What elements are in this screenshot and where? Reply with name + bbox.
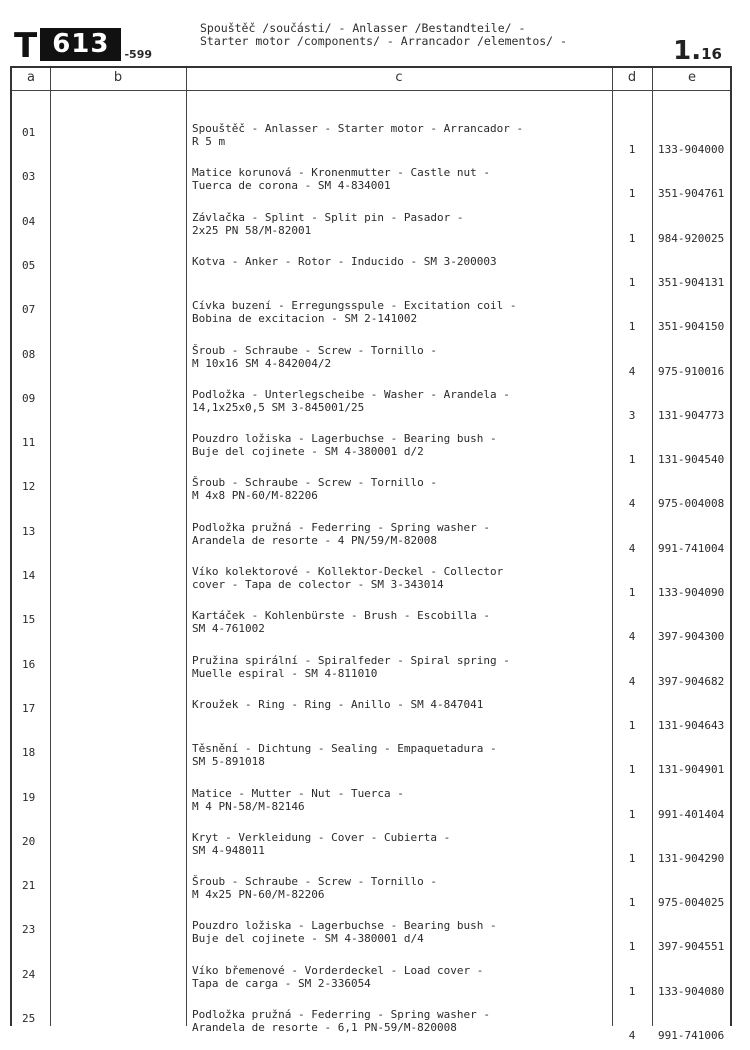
item-part-number: 975-004025 bbox=[658, 896, 725, 910]
tatra-logo bbox=[14, 26, 153, 66]
item-description: Kartáček - Kohlenbürste - Brush - Escobilla - SM 4-761002 bbox=[192, 609, 491, 636]
item-quantity: 1 bbox=[628, 940, 636, 954]
item-description: Kroužek - Ring - Ring - Anillo - SM 4-847041 bbox=[192, 697, 484, 711]
item-part-number: 131-904643 bbox=[658, 718, 725, 732]
item-quantity: 4 bbox=[628, 497, 636, 511]
item-description: Podložka - Unterlegscheibe - Washer - Arandela - 14,1x25x0,5 SM 3-845001/25 bbox=[192, 387, 510, 414]
item-quantity: 1 bbox=[628, 275, 636, 289]
item-part-number: 397-904300 bbox=[658, 630, 725, 644]
column-header-row bbox=[12, 68, 730, 91]
item-number: 20 bbox=[22, 834, 36, 848]
item-description: Kotva - Anker - Rotor - Inducido - SM 3-200003 bbox=[192, 254, 497, 268]
item-description: Matice korunová - Kronenmutter - Castle nut - Tuerca de corona - SM 4-834001 bbox=[192, 166, 491, 193]
parts-table bbox=[10, 66, 732, 1042]
table-row bbox=[12, 478, 730, 518]
item-description: Spouštěč - Anlasser - Starter motor - Arrancador - R 5 m bbox=[192, 122, 524, 148]
item-number: 05 bbox=[22, 258, 36, 272]
item-part-number: 133-904000 bbox=[658, 143, 725, 156]
item-part-number: 975-004008 bbox=[658, 497, 725, 511]
item-part-number: 131-904540 bbox=[658, 453, 725, 467]
item-quantity: 4 bbox=[628, 541, 636, 555]
item-part-number: 133-904090 bbox=[658, 586, 725, 599]
table-row bbox=[12, 921, 730, 961]
item-part-number: 397-904682 bbox=[658, 674, 725, 688]
item-part-number: 131-904773 bbox=[658, 408, 725, 422]
table-row bbox=[12, 434, 730, 474]
item-description: Cívka buzení - Erregungsspule - Excitation coil - Bobina de excitacion - SM 2-141002 bbox=[192, 299, 517, 326]
item-number: 08 bbox=[22, 347, 36, 361]
column-header-c: c bbox=[395, 70, 403, 85]
item-description: Matice - Mutter - Nut - Tuerca - M 4 PN-58/M-82146 bbox=[192, 786, 404, 813]
item-description: Víko kolektorové - Kollektor-Deckel - Collector cover - Tapa de colector - SM 3-343014 bbox=[192, 565, 504, 591]
item-number: 01 bbox=[22, 126, 36, 139]
item-part-number: 991-401404 bbox=[658, 807, 725, 821]
item-quantity: 1 bbox=[628, 984, 636, 998]
table-row bbox=[12, 653, 730, 696]
item-part-number: 131-904901 bbox=[658, 763, 725, 777]
table-row bbox=[12, 168, 730, 208]
item-part-number: 351-904131 bbox=[658, 275, 725, 289]
table-row bbox=[12, 387, 730, 430]
table-row bbox=[12, 744, 730, 784]
item-quantity: 1 bbox=[628, 320, 636, 334]
table-row bbox=[12, 1010, 730, 1050]
item-description: Šroub - Schraube - Screw - Tornillo - M 4x8 PN-60/M-82206 bbox=[192, 476, 438, 503]
table-row bbox=[12, 343, 730, 386]
table-row bbox=[12, 301, 730, 341]
item-number: 03 bbox=[22, 170, 36, 184]
table-row bbox=[12, 520, 730, 563]
page-number-sub: 16 bbox=[701, 45, 722, 63]
item-part-number: 351-904761 bbox=[658, 187, 725, 201]
item-quantity: 4 bbox=[628, 364, 636, 378]
item-number: 09 bbox=[22, 391, 36, 405]
item-number: 25 bbox=[22, 1012, 36, 1025]
item-quantity: 1 bbox=[628, 586, 636, 599]
item-description: Těsnění - Dichtung - Sealing - Empaquetadura - SM 5-891018 bbox=[192, 742, 497, 769]
page-number bbox=[673, 36, 722, 66]
column-header-e: e bbox=[688, 70, 696, 85]
table-row bbox=[12, 124, 730, 164]
item-part-number: 397-904551 bbox=[658, 940, 725, 954]
item-description: Závlačka - Splint - Split pin - Pasador - 2x25 PN 58/M-82001 bbox=[192, 210, 464, 237]
column-header-a: a bbox=[27, 70, 35, 85]
item-quantity: 1 bbox=[628, 231, 636, 245]
table-row bbox=[12, 611, 730, 651]
item-quantity: 4 bbox=[628, 630, 636, 644]
item-number: 24 bbox=[22, 967, 36, 981]
item-description: Víko břemenové - Vorderdeckel - Load cover - Tapa de carga - SM 2-336054 bbox=[192, 963, 484, 990]
item-quantity: 1 bbox=[628, 718, 636, 732]
table-row bbox=[12, 697, 730, 740]
item-number: 11 bbox=[22, 436, 36, 450]
item-description: Pouzdro ložiska - Lagerbuchse - Bearing bush - Buje del cojinete - SM 4-380001 d/4 bbox=[192, 919, 497, 946]
column-header-b: b bbox=[113, 70, 123, 85]
item-description: Pouzdro ložiska - Lagerbuchse - Bearing bush - Buje del cojinete - SM 4-380001 d/2 bbox=[192, 432, 497, 459]
item-number: 17 bbox=[22, 701, 36, 715]
item-description: Šroub - Schraube - Screw - Tornillo - M 10x16 SM 4-842004/2 bbox=[192, 343, 438, 370]
item-part-number: 984-920025 bbox=[658, 231, 725, 245]
logo-suffix: -599 bbox=[124, 48, 153, 61]
table-row bbox=[12, 877, 730, 917]
item-part-number: 975-910016 bbox=[658, 364, 725, 378]
logo-number: 613 bbox=[40, 28, 121, 61]
page-header bbox=[10, 8, 732, 66]
item-number: 23 bbox=[22, 923, 36, 937]
item-description: Kryt - Verkleidung - Cover - Cubierta - SM 4-948011 bbox=[192, 830, 451, 857]
column-header-d: d bbox=[627, 70, 637, 85]
item-number: 21 bbox=[22, 879, 36, 893]
table-row bbox=[12, 963, 730, 1006]
title-line-2: Starter motor /components/ - Arrancador /elementos/ - bbox=[200, 34, 567, 48]
title-line-1: Spouštěč /součásti/ - Anlasser /Bestandteile/ - bbox=[200, 21, 526, 35]
item-description: Podložka pružná - Federring - Spring washer - Arandela de resorte - 6,1 PN-59/M-820008 bbox=[192, 1008, 491, 1034]
item-number: 15 bbox=[22, 613, 36, 627]
item-quantity: 1 bbox=[628, 143, 636, 156]
item-quantity: 4 bbox=[628, 1029, 636, 1042]
item-description: Šroub - Schraube - Screw - Tornillo - M 4x25 PN-60/M-82206 bbox=[192, 875, 438, 902]
item-part-number: 991-741006 bbox=[658, 1029, 725, 1042]
item-number: 16 bbox=[22, 657, 36, 671]
item-quantity: 3 bbox=[628, 408, 636, 422]
page-title bbox=[200, 22, 567, 48]
item-number: 12 bbox=[22, 480, 36, 494]
item-quantity: 1 bbox=[628, 807, 636, 821]
item-quantity: 1 bbox=[628, 763, 636, 777]
parts-catalog-page bbox=[10, 8, 732, 1042]
item-number: 07 bbox=[22, 303, 36, 317]
item-number: 18 bbox=[22, 746, 36, 760]
item-part-number: 351-904150 bbox=[658, 320, 725, 334]
table-row bbox=[12, 210, 730, 253]
item-quantity: 1 bbox=[628, 851, 636, 865]
item-quantity: 1 bbox=[628, 896, 636, 910]
page-number-main: 1. bbox=[673, 36, 702, 66]
table-row bbox=[12, 567, 730, 607]
table-row bbox=[12, 830, 730, 873]
item-number: 04 bbox=[22, 214, 36, 228]
item-quantity: 1 bbox=[628, 453, 636, 467]
item-part-number: 133-904080 bbox=[658, 984, 725, 998]
item-quantity: 4 bbox=[628, 674, 636, 688]
item-description: Podložka pružná - Federring - Spring washer - Arandela de resorte - 4 PN/59/M-82008 bbox=[192, 520, 491, 547]
table-row bbox=[12, 254, 730, 297]
item-number: 14 bbox=[22, 569, 36, 582]
item-number: 13 bbox=[22, 524, 36, 538]
table-row bbox=[12, 786, 730, 829]
item-description: Pružina spirální - Spiralfeder - Spiral spring - Muelle espiral - SM 4-811010 bbox=[192, 653, 510, 680]
item-number: 19 bbox=[22, 790, 36, 804]
logo-letter: T bbox=[14, 26, 37, 66]
item-part-number: 131-904290 bbox=[658, 851, 725, 865]
item-quantity: 1 bbox=[628, 187, 636, 201]
item-part-number: 991-741004 bbox=[658, 541, 725, 555]
